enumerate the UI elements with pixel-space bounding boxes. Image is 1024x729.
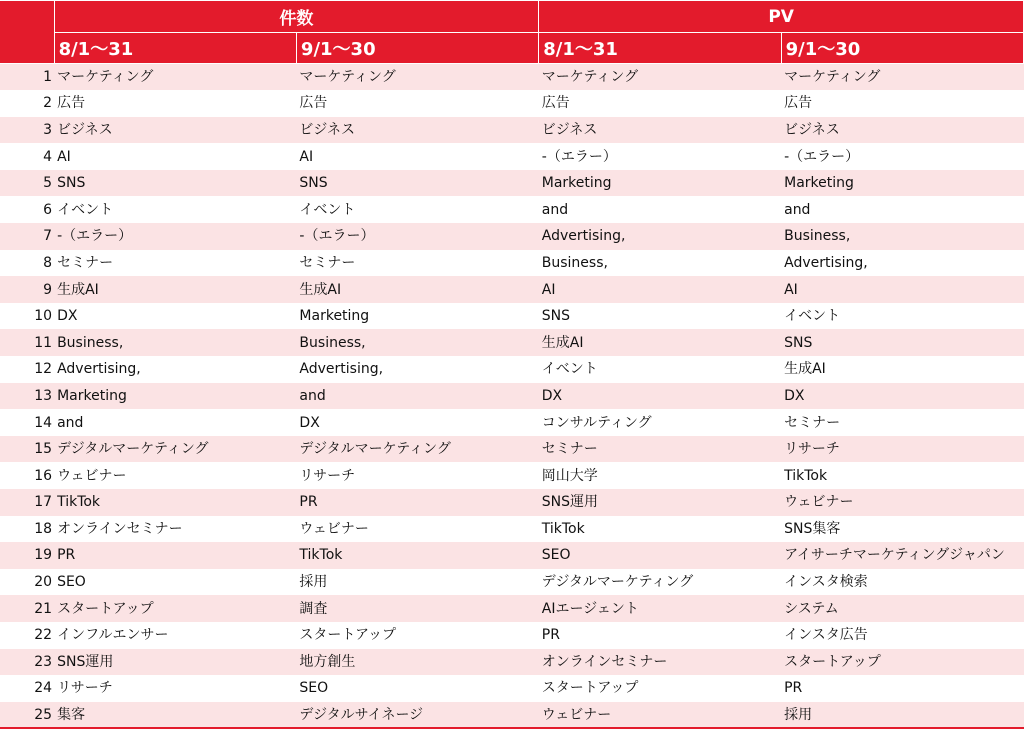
rank-number: 19 [0, 542, 54, 569]
rank-number: 5 [0, 170, 54, 197]
pv-aug-keyword: SEO [539, 542, 781, 569]
rank-number: 20 [0, 569, 54, 596]
count-aug-keyword: ウェビナー [54, 462, 296, 489]
pv-aug-keyword: SNS [539, 303, 781, 330]
pv-sep-keyword: Marketing [781, 170, 1023, 197]
table-row [0, 542, 1024, 569]
pv-aug-keyword: DX [539, 383, 781, 410]
table-row [0, 702, 1024, 729]
table-row [0, 516, 1024, 543]
pv-aug-keyword: PR [539, 622, 781, 649]
pv-aug-keyword: 生成AI [539, 329, 781, 356]
count-aug-keyword: Advertising, [54, 356, 296, 383]
count-sep-keyword: 調査 [296, 595, 538, 622]
count-sep-keyword: セミナー [296, 250, 538, 277]
header-group-count: 件数 [54, 1, 539, 33]
count-aug-keyword: スタートアップ [54, 595, 296, 622]
count-sep-keyword: 採用 [296, 569, 538, 596]
rank-number: 24 [0, 675, 54, 702]
count-aug-keyword: TikTok [54, 489, 296, 516]
count-sep-keyword: デジタルマーケティング [296, 436, 538, 463]
rank-number: 8 [0, 250, 54, 277]
pv-aug-keyword: スタートアップ [539, 675, 781, 702]
count-aug-keyword: オンラインセミナー [54, 516, 296, 543]
rank-number: 7 [0, 223, 54, 250]
pv-sep-keyword: マーケティング [781, 64, 1023, 91]
count-sep-keyword: ビジネス [296, 117, 538, 144]
table-row [0, 117, 1024, 144]
count-aug-keyword: SEO [54, 569, 296, 596]
pv-sep-keyword: ウェビナー [781, 489, 1023, 516]
count-aug-keyword: -（エラー） [54, 223, 296, 250]
pv-sep-keyword: 広告 [781, 90, 1023, 117]
pv-aug-keyword: TikTok [539, 516, 781, 543]
table-row [0, 276, 1024, 303]
pv-aug-keyword: コンサルティング [539, 409, 781, 436]
count-aug-keyword: 集客 [54, 702, 296, 729]
pv-sep-keyword: インスタ広告 [781, 622, 1023, 649]
rank-number: 6 [0, 196, 54, 223]
pv-sep-keyword: DX [781, 383, 1023, 410]
pv-aug-keyword: Business, [539, 250, 781, 277]
table-row [0, 329, 1024, 356]
count-sep-keyword: Business, [296, 329, 538, 356]
count-sep-keyword: ウェビナー [296, 516, 538, 543]
table-row [0, 143, 1024, 170]
count-sep-keyword: Marketing [296, 303, 538, 330]
table-row [0, 595, 1024, 622]
count-sep-keyword: 生成AI [296, 276, 538, 303]
pv-aug-keyword: -（エラー） [539, 143, 781, 170]
table-row [0, 622, 1024, 649]
pv-sep-keyword: リサーチ [781, 436, 1023, 463]
rank-number: 9 [0, 276, 54, 303]
pv-aug-keyword: 岡山大学 [539, 462, 781, 489]
pv-aug-keyword: AIエージェント [539, 595, 781, 622]
rank-number: 3 [0, 117, 54, 144]
count-aug-keyword: リサーチ [54, 675, 296, 702]
pv-sep-keyword: イベント [781, 303, 1023, 330]
table-row [0, 489, 1024, 516]
table-row [0, 303, 1024, 330]
count-aug-keyword: SNS [54, 170, 296, 197]
table-row [0, 90, 1024, 117]
header-period-pv-sep: 9/1～30 [781, 33, 1023, 64]
count-aug-keyword: 生成AI [54, 276, 296, 303]
rank-number: 21 [0, 595, 54, 622]
pv-sep-keyword: SNS集客 [781, 516, 1023, 543]
table-row [0, 170, 1024, 197]
count-sep-keyword: SNS [296, 170, 538, 197]
header-period-pv-aug: 8/1～31 [539, 33, 781, 64]
count-aug-keyword: and [54, 409, 296, 436]
header-period-count-sep: 9/1～30 [296, 33, 538, 64]
table-row [0, 250, 1024, 277]
table-row [0, 436, 1024, 463]
pv-sep-keyword: AI [781, 276, 1023, 303]
pv-aug-keyword: and [539, 196, 781, 223]
count-aug-keyword: セミナー [54, 250, 296, 277]
count-aug-keyword: Business, [54, 329, 296, 356]
count-sep-keyword: PR [296, 489, 538, 516]
pv-sep-keyword: 採用 [781, 702, 1023, 729]
header-group-pv: PV [539, 1, 1024, 33]
pv-aug-keyword: ビジネス [539, 117, 781, 144]
count-sep-keyword: リサーチ [296, 462, 538, 489]
count-aug-keyword: AI [54, 143, 296, 170]
rank-number: 4 [0, 143, 54, 170]
pv-aug-keyword: オンラインセミナー [539, 649, 781, 676]
count-aug-keyword: 広告 [54, 90, 296, 117]
pv-sep-keyword: ビジネス [781, 117, 1023, 144]
rank-number: 10 [0, 303, 54, 330]
count-sep-keyword: Advertising, [296, 356, 538, 383]
count-sep-keyword: and [296, 383, 538, 410]
rank-number: 18 [0, 516, 54, 543]
pv-sep-keyword: TikTok [781, 462, 1023, 489]
table-row [0, 356, 1024, 383]
pv-aug-keyword: 広告 [539, 90, 781, 117]
pv-aug-keyword: SNS運用 [539, 489, 781, 516]
count-sep-keyword: マーケティング [296, 64, 538, 91]
count-aug-keyword: SNS運用 [54, 649, 296, 676]
header-corner-cell [0, 1, 54, 64]
rank-number: 15 [0, 436, 54, 463]
count-sep-keyword: TikTok [296, 542, 538, 569]
rank-number: 14 [0, 409, 54, 436]
count-sep-keyword: -（エラー） [296, 223, 538, 250]
table-row [0, 569, 1024, 596]
rank-number: 12 [0, 356, 54, 383]
count-sep-keyword: 広告 [296, 90, 538, 117]
count-aug-keyword: PR [54, 542, 296, 569]
ranking-body [0, 64, 1024, 729]
table-row [0, 196, 1024, 223]
rank-number: 11 [0, 329, 54, 356]
header-period-count-aug: 8/1～31 [54, 33, 296, 64]
count-aug-keyword: ビジネス [54, 117, 296, 144]
pv-aug-keyword: セミナー [539, 436, 781, 463]
pv-sep-keyword: and [781, 196, 1023, 223]
pv-aug-keyword: ウェビナー [539, 702, 781, 729]
rank-number: 25 [0, 702, 54, 729]
pv-sep-keyword: -（エラー） [781, 143, 1023, 170]
pv-sep-keyword: アイサーチマーケティングジャパン [781, 542, 1023, 569]
pv-sep-keyword: セミナー [781, 409, 1023, 436]
rank-number: 1 [0, 64, 54, 91]
table-row [0, 383, 1024, 410]
count-sep-keyword: イベント [296, 196, 538, 223]
rank-number: 22 [0, 622, 54, 649]
rank-number: 13 [0, 383, 54, 410]
pv-sep-keyword: Business, [781, 223, 1023, 250]
rank-number: 16 [0, 462, 54, 489]
pv-aug-keyword: イベント [539, 356, 781, 383]
count-sep-keyword: スタートアップ [296, 622, 538, 649]
pv-sep-keyword: インスタ検索 [781, 569, 1023, 596]
rank-number: 17 [0, 489, 54, 516]
pv-sep-keyword: スタートアップ [781, 649, 1023, 676]
pv-aug-keyword: Advertising, [539, 223, 781, 250]
count-sep-keyword: AI [296, 143, 538, 170]
count-sep-keyword: デジタルサイネージ [296, 702, 538, 729]
count-sep-keyword: DX [296, 409, 538, 436]
pv-sep-keyword: 生成AI [781, 356, 1023, 383]
rank-number: 2 [0, 90, 54, 117]
count-sep-keyword: SEO [296, 675, 538, 702]
pv-sep-keyword: PR [781, 675, 1023, 702]
table-row [0, 462, 1024, 489]
pv-aug-keyword: AI [539, 276, 781, 303]
table-row [0, 64, 1024, 91]
pv-sep-keyword: Advertising, [781, 250, 1023, 277]
table-row [0, 675, 1024, 702]
pv-sep-keyword: SNS [781, 329, 1023, 356]
rank-number: 23 [0, 649, 54, 676]
count-aug-keyword: イベント [54, 196, 296, 223]
table-row [0, 649, 1024, 676]
count-aug-keyword: Marketing [54, 383, 296, 410]
count-aug-keyword: DX [54, 303, 296, 330]
pv-aug-keyword: マーケティング [539, 64, 781, 91]
count-aug-keyword: デジタルマーケティング [54, 436, 296, 463]
pv-aug-keyword: Marketing [539, 170, 781, 197]
count-aug-keyword: マーケティング [54, 64, 296, 91]
table-row [0, 223, 1024, 250]
count-sep-keyword: 地方創生 [296, 649, 538, 676]
pv-sep-keyword: システム [781, 595, 1023, 622]
pv-aug-keyword: デジタルマーケティング [539, 569, 781, 596]
table-row [0, 409, 1024, 436]
count-aug-keyword: インフルエンサー [54, 622, 296, 649]
